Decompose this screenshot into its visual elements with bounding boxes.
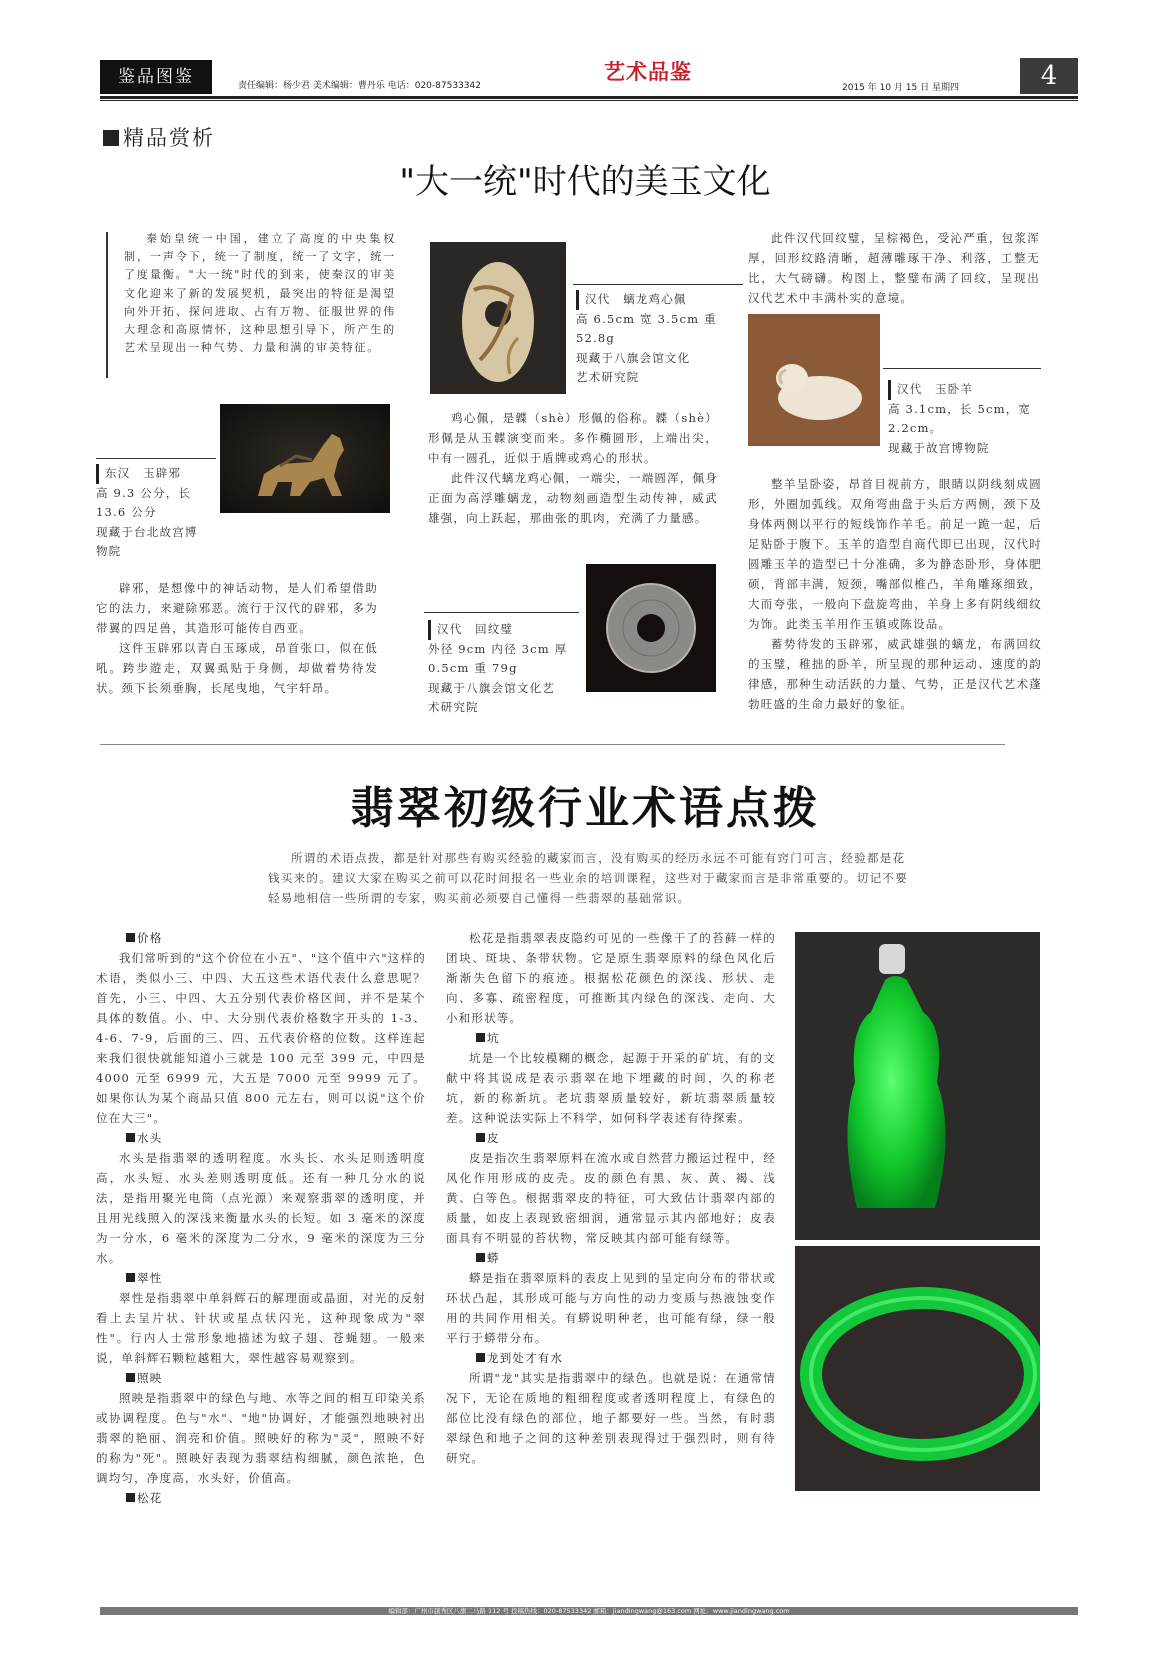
column-label: 精品赏析 [103, 122, 215, 152]
caption-woyang: 汉代 玉卧羊 高 3.1cm，长 5cm，宽 2.2cm。 现藏于故宫博物院 [888, 380, 1038, 458]
term-paragraph: 皮是指次生翡翠原料在流水或自然营力搬运过程中，经风化作用形成的皮壳。皮的颜色有黑、灰、黄、褐、浅黄、白等色。根据翡翠皮的特征，可大致估计翡翠内部的质量，如皮上表现致密细润，通常显示其内部地好；皮表面具有不明显的苔状物，常反映其内部可能有绿等。 [446, 1151, 776, 1245]
term-paragraph: 蟒是指在翡翠原料的表皮上见到的呈定向分布的带状或环状凸起，其形成可能与方向性的动力变质与热液蚀变作用的共同作用相关。有蟒说明种老，也可能有绿，绿一般平行于蟒带分布。 [446, 1271, 776, 1345]
article2-column-1 [96, 928, 426, 1508]
square-bullet-icon [103, 130, 119, 146]
term-heading: 价格 [96, 928, 426, 948]
photo-green-jade-bangle [795, 1246, 1040, 1491]
term-paragraph: 我们常听到的"这个价位在小五"、"这个值中六"这样的术语，类似小三、中四、大五这些术语代表什么意思呢？首先，小三、中四、大五分别代表价格区间，并不是某个具体的数值。小、中、大分别代表价格数字开头的 1-3、4-6、7-9，后面的三、四、五代表价格的位数。这样连起来我们很快就能知道小三就是 100 元至 399 元，中四是 4000 元至 6999 元，大五是 7000 元至 9999 元了。如果你认为某个商品只值 800 元左右，则可以说"这个价位在大三"。 [96, 951, 426, 1125]
article2-column-2 [446, 928, 776, 1468]
term-heading: 照映 [96, 1368, 426, 1388]
term-heading: 坑 [446, 1028, 776, 1048]
caption-jixinpei: 汉代 螭龙鸡心佩 高 6.5cm 宽 3.5cm 重 52.8g 现藏于八旗会馆文化 艺术研究院 [576, 290, 726, 388]
woyang-text: 整羊呈卧姿，昂首目视前方，眼睛以阴线刻成圆形，外圈加弧线。双角弯曲盘于头后方两侧，颈下及身体两侧以平行的短线饰作羊毛。前足一跪一起，后足贴卧于腹下。玉羊的造型自商代即已出现，汉代时圆雕玉羊的造型已十分准确，多为静态卧形，身体肥硕，背部丰满，短颈，嘴部似椎凸，羊角雕琢细致，大而夸张，一般向下盘旋弯曲，羊身上多有阴线细纹为饰。此类玉羊用作玉镇或陈设品。 蓄势待发的玉辟邪，威武雄强的螭龙，布满回纹的玉璧，稚拙的卧羊，所呈现的那种运动、速度的韵律感，那种生动活跃的力量、气势，正是汉代艺术蓬勃旺盛的生命力最好的象征。 [748, 477, 1042, 711]
term-heading: 松花 [96, 1488, 426, 1508]
masthead-logo: 鉴品图鉴 [100, 60, 212, 94]
article-divider [100, 744, 1005, 745]
term-paragraph: 松花是指翡翠表皮隐约可见的一些像干了的苔藓一样的团块、斑块、条带状物。它是原生翡翠原料的绿色风化后渐渐失色留下的痕迹。根据松花颜色的深浅、形状、走向、多寡、疏密程度，可推断其内绿色的深浅、走向、大小和形状等。 [446, 931, 776, 1025]
term-paragraph: 所谓"龙"其实是指翡翠中的绿色。也就是说：在通常情况下，无论在质地的粗细程度或者透明程度上，有绿色的部位比没有绿色的部位，地子都要好一些。当然，有时翡翠绿色和地子之间的这种差别表现得过于强烈时，则有待研究。 [446, 1371, 776, 1465]
caption-rule [573, 284, 743, 285]
square-bullet-icon [476, 1353, 485, 1362]
header-rule [100, 96, 1078, 99]
photo-green-jade-pendant [795, 932, 1040, 1240]
square-bullet-icon [476, 1033, 485, 1042]
article1-title: "大一统"时代的美玉文化 [399, 162, 771, 202]
square-bullet-icon [476, 1133, 485, 1142]
photo-jade-bixie [220, 404, 390, 513]
term-heading: 水头 [96, 1128, 426, 1148]
square-bullet-icon [126, 1133, 135, 1142]
term-heading: 皮 [446, 1128, 776, 1148]
caption-rule [424, 612, 579, 613]
footer-contact: 编辑部：广州市越秀区八旗二马路 112 号 投稿热线：020-87533342 邮箱：jiandingwang@163.com 网址：www.jiandingwang.com [388, 1607, 790, 1615]
photo-jade-pendant [430, 242, 566, 394]
jixinpei-text: 鸡心佩，是韘（shè）形佩的俗称。韘（shè）形佩是从玉韘演变而来。多作椭圆形，上端出尖，中有一圆孔，近似于盾牌或鸡心的形状。 此件汉代螭龙鸡心佩，一端尖，一端圆浑，佩身正面为高浮雕螭龙，动物刻画造型生动传神，威武雄强，向上跃起，那曲张的肌肉，充满了力量感。 [428, 411, 718, 525]
square-bullet-icon [126, 1373, 135, 1382]
square-bullet-icon [126, 1273, 135, 1282]
caption-huiwenbi: 汉代 回纹璧 外径 9cm 内径 3cm 厚 0.5cm 重 79g 现藏于八旗会馆文化艺 术研究院 [428, 620, 578, 718]
photo-jade-sheep [748, 314, 880, 446]
caption-rule [96, 458, 216, 459]
term-paragraph: 翠性是指翡翠中单斜辉石的解理面或晶面，对光的反射看上去呈片状、针状或星点状闪光，这种现象成为"翠性"。行内人士常形象地描述为蚊子翅、苍蝇翅。一般来说，单斜辉石颗粒越粗大，翠性越容易观察到。 [96, 1291, 426, 1365]
article2-intro: 所谓的术语点拨，都是针对那些有购买经验的藏家而言，没有购买的经历永远不可能有窍门可言，经验都是花钱买来的。建议大家在购买之前可以花时间报名一些业余的培训课程，这些对于藏家而言是非常重要的。切记不要轻易地相信一些所谓的专家，购买前必须要自己懂得一些翡翠的基础常识。 [268, 851, 908, 905]
term-heading: 蟒 [446, 1248, 776, 1268]
issue-date: 2015 年 10 月 15 日 星期四 [842, 83, 959, 93]
square-bullet-icon [476, 1253, 485, 1262]
section-title: 艺术品鉴 [604, 60, 692, 84]
header-rule-thin [100, 100, 1078, 101]
square-bullet-icon [126, 1493, 135, 1502]
term-heading: 龙到处才有水 [446, 1348, 776, 1368]
photo-jade-disc [586, 564, 716, 692]
article1-intro: 秦始皇统一中国，建立了高度的中央集权制，一声令下，统一了制度，统一了文字，统一了度量衡。"大一统"时代的到来，使秦汉的审美文化迎来了新的发展契机，最突出的特征是渴望向外开拓、探问进取、占有万物、征服世界的伟大理念和高原情怀，这种思想引导下，所产生的艺术呈现出一种气势、力量和满的审美特征。 [124, 232, 396, 355]
article2-title: 翡翠初级行业术语点拨 [350, 783, 820, 834]
term-paragraph: 水头是指翡翠的透明程度。水头长、水头足则透明度高，水头短、水头差则透明度低。还有一种几分水的说法，是指用聚光电筒（点光源）来观察翡翠的透明度，并且用光线照入的深浅来衡量水头的长短。如 3 毫米的深度为一分水，6 毫米的深度为二分水，9 毫米的深度为三分水。 [96, 1151, 426, 1265]
bixie-text: 辟邪，是想像中的神话动物，是人们希望借助它的法力，来避除邪恶。流行于汉代的辟邪，多为带翼的四足兽，其造形可能传自西亚。 这件玉辟邪以青白玉琢成，昂首张口，似在低吼。跨步遊走，双翼虱贴于身侧，却做着势待发状。颈下长须垂胸，长尾曳地，气宇轩昂。 [96, 581, 378, 695]
term-paragraph: 照映是指翡翠中的绿色与地、水等之间的相互印染关系或协调程度。色与"水"、"地"协调好，才能强烈地映衬出翡翠的艳丽、润亮和价值。照映好的称为"灵"，照映不好的称为"死"。照映好表现为翡翠结构细腻，颜色浓艳，色调均匀，净度高，水头好，价值高。 [96, 1391, 426, 1485]
term-paragraph: 坑是一个比较模糊的概念，起源于开采的矿坑，有的文献中将其说成是表示翡翠在地下埋藏的时间，久的称老坑，新的称新坑。老坑翡翠质量较好，新坑翡翠质量较差。这种说法实际上不科学，如何科学表述有待探索。 [446, 1051, 776, 1125]
caption-bixie: 东汉 玉辟邪 高 9.3 公分，长 13.6 公分 现藏于台北故宫博 物院 [96, 464, 221, 562]
caption-rule [883, 368, 1041, 369]
square-bullet-icon [126, 933, 135, 942]
intro-rule [106, 232, 108, 378]
editor-credits: 责任编辑：杨少君 美术编辑：曹丹乐 电话：020-87533342 [238, 81, 481, 91]
huiwenbi-text: 此件汉代回纹璧，呈棕褐色，受沁严重，包浆浑厚，回形纹路清晰，超薄雕琢干净、利落，工整无比，大气磅礴。构图上，整璧布满了回纹，呈现出汉代艺术中丰满朴实的意境。 [748, 231, 1040, 305]
term-heading: 翠性 [96, 1268, 426, 1288]
page-number: 4 [1020, 58, 1078, 94]
